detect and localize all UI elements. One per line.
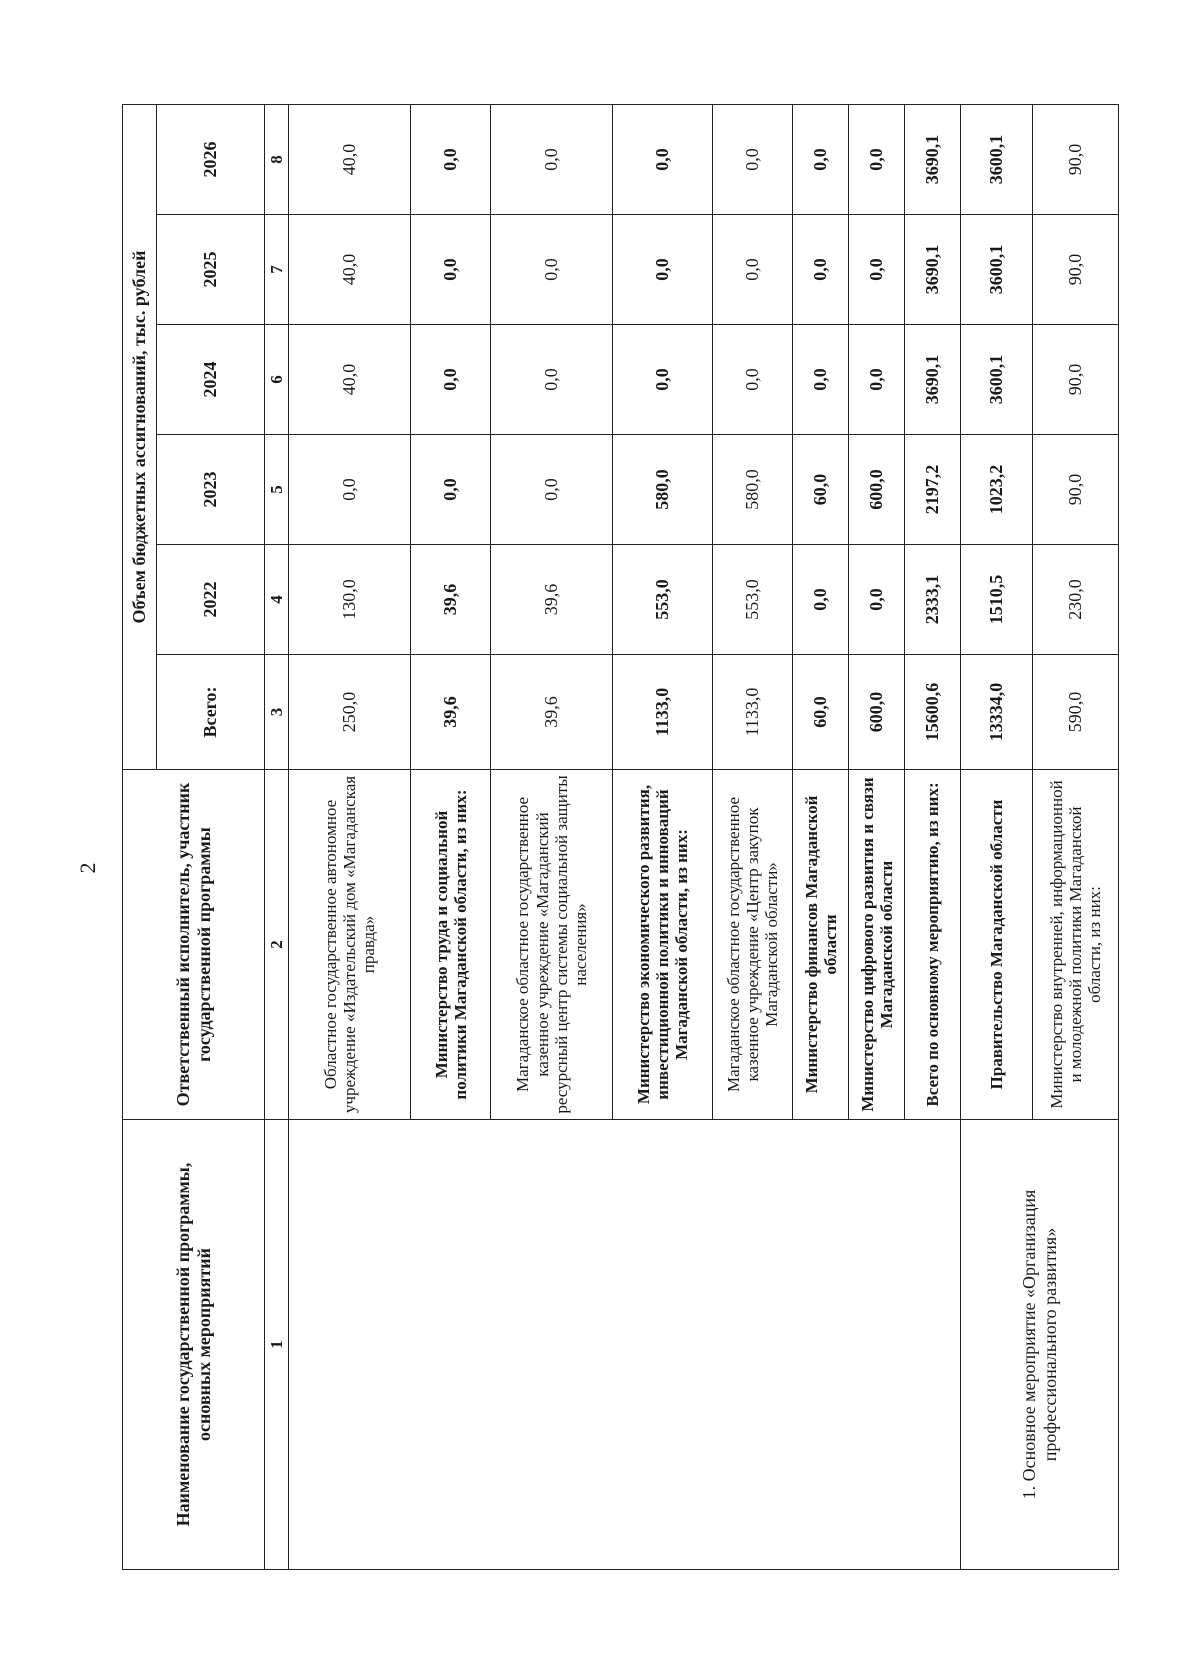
value-cell: 580,0 xyxy=(613,435,713,545)
value-cell: 0,0 xyxy=(411,325,491,435)
column-index-row xyxy=(265,104,289,1569)
value-cell: 0,0 xyxy=(713,325,793,435)
table-row xyxy=(289,104,411,1569)
value-cell: 0,0 xyxy=(793,545,849,655)
value-cell: 13334,0 xyxy=(961,655,1033,770)
header-row-1 xyxy=(123,104,157,1569)
executor-cell: Областное государственное автономное учреждение «Издательский дом «Магаданская правда» xyxy=(289,770,411,1120)
header-executor: Ответственный исполнитель, участник государственной программы xyxy=(123,770,265,1120)
value-cell: 230,0 xyxy=(1033,545,1119,655)
value-cell: 1133,0 xyxy=(713,655,793,770)
header-year-2026: 2026 xyxy=(157,104,265,214)
value-cell: 90,0 xyxy=(1033,325,1119,435)
value-cell: 60,0 xyxy=(793,435,849,545)
header-year-2023: 2023 xyxy=(157,435,265,545)
header-total: Всего: xyxy=(157,655,265,770)
budget-table xyxy=(122,104,1119,1570)
value-cell: 39,6 xyxy=(411,545,491,655)
value-cell: 3600,1 xyxy=(961,215,1033,325)
value-cell: 590,0 xyxy=(1033,655,1119,770)
executor-cell: Правительство Магаданской области xyxy=(961,770,1033,1120)
value-cell: 0,0 xyxy=(613,215,713,325)
header-year-2024: 2024 xyxy=(157,325,265,435)
value-cell: 0,0 xyxy=(491,325,613,435)
value-cell: 3600,1 xyxy=(961,104,1033,214)
value-cell: 3600,1 xyxy=(961,325,1033,435)
value-cell: 1023,2 xyxy=(961,435,1033,545)
column-index: 6 xyxy=(265,325,289,435)
executor-cell: Всего по основному мероприятию, из них: xyxy=(905,770,961,1120)
value-cell: 0,0 xyxy=(849,215,905,325)
header-program-name: Наименование государственной программы, основных мероприятий xyxy=(123,1120,265,1570)
value-cell: 3690,1 xyxy=(905,215,961,325)
executor-cell: Министерство внутренней, информационной и молодежной политики Магаданской области, из них: xyxy=(1033,770,1119,1120)
value-cell: 90,0 xyxy=(1033,435,1119,545)
value-cell: 3690,1 xyxy=(905,104,961,214)
value-cell: 40,0 xyxy=(289,325,411,435)
value-cell: 0,0 xyxy=(411,435,491,545)
table-body xyxy=(123,104,1119,1569)
column-index: 2 xyxy=(265,770,289,1120)
program-name-cell xyxy=(289,1120,961,1570)
value-cell: 0,0 xyxy=(793,215,849,325)
column-index: 1 xyxy=(265,1120,289,1570)
value-cell: 0,0 xyxy=(713,104,793,214)
value-cell: 0,0 xyxy=(849,325,905,435)
executor-cell: Министерство финансов Магаданской области xyxy=(793,770,849,1120)
value-cell: 39,6 xyxy=(491,655,613,770)
header-budget-volume: Объем бюджетных ассигнований, тыс. рублей xyxy=(123,104,157,769)
header-year-2022: 2022 xyxy=(157,545,265,655)
value-cell: 130,0 xyxy=(289,545,411,655)
value-cell: 90,0 xyxy=(1033,215,1119,325)
value-cell: 60,0 xyxy=(793,655,849,770)
value-cell: 3690,1 xyxy=(905,325,961,435)
value-cell: 1510,5 xyxy=(961,545,1033,655)
value-cell: 0,0 xyxy=(713,215,793,325)
value-cell: 0,0 xyxy=(849,104,905,214)
value-cell: 0,0 xyxy=(793,325,849,435)
value-cell: 0,0 xyxy=(289,435,411,545)
value-cell: 580,0 xyxy=(713,435,793,545)
column-index: 8 xyxy=(265,104,289,214)
value-cell: 553,0 xyxy=(713,545,793,655)
column-index: 4 xyxy=(265,545,289,655)
value-cell: 0,0 xyxy=(491,435,613,545)
page-number: 2 xyxy=(75,862,100,874)
value-cell: 0,0 xyxy=(491,104,613,214)
header-year-2025: 2025 xyxy=(157,215,265,325)
program-name-cell: 1. Основное мероприятие «Организация профессионального развития» xyxy=(961,1120,1119,1570)
rotated-table-wrapper xyxy=(122,105,1105,1570)
column-index: 3 xyxy=(265,655,289,770)
table-row xyxy=(961,104,1033,1569)
value-cell: 250,0 xyxy=(289,655,411,770)
executor-cell: Министерство цифрового развития и связи Магаданской области xyxy=(849,770,905,1120)
value-cell: 0,0 xyxy=(613,325,713,435)
value-cell: 600,0 xyxy=(849,435,905,545)
value-cell: 0,0 xyxy=(613,104,713,214)
column-index: 7 xyxy=(265,215,289,325)
value-cell: 0,0 xyxy=(849,545,905,655)
value-cell: 600,0 xyxy=(849,655,905,770)
column-index: 5 xyxy=(265,435,289,545)
value-cell: 553,0 xyxy=(613,545,713,655)
value-cell: 2197,2 xyxy=(905,435,961,545)
value-cell: 2333,1 xyxy=(905,545,961,655)
value-cell: 0,0 xyxy=(491,215,613,325)
value-cell: 0,0 xyxy=(411,104,491,214)
value-cell: 39,6 xyxy=(491,545,613,655)
value-cell: 40,0 xyxy=(289,104,411,214)
executor-cell: Магаданское областное государственное казенное учреждение «Магаданский ресурсный центр системы социальной защиты населения» xyxy=(491,770,613,1120)
value-cell: 15600,6 xyxy=(905,655,961,770)
executor-cell: Министерство экономического развития, инвестиционной политики и инноваций Магаданской области, из них: xyxy=(613,770,713,1120)
value-cell: 1133,0 xyxy=(613,655,713,770)
executor-cell: Магаданское областное государственное казенное учреждение «Центр закупок Магаданской области» xyxy=(713,770,793,1120)
value-cell: 39,6 xyxy=(411,655,491,770)
executor-cell: Министерство труда и социальной политики Магаданской области, из них: xyxy=(411,770,491,1120)
value-cell: 0,0 xyxy=(793,104,849,214)
value-cell: 0,0 xyxy=(411,215,491,325)
value-cell: 40,0 xyxy=(289,215,411,325)
value-cell: 90,0 xyxy=(1033,104,1119,214)
